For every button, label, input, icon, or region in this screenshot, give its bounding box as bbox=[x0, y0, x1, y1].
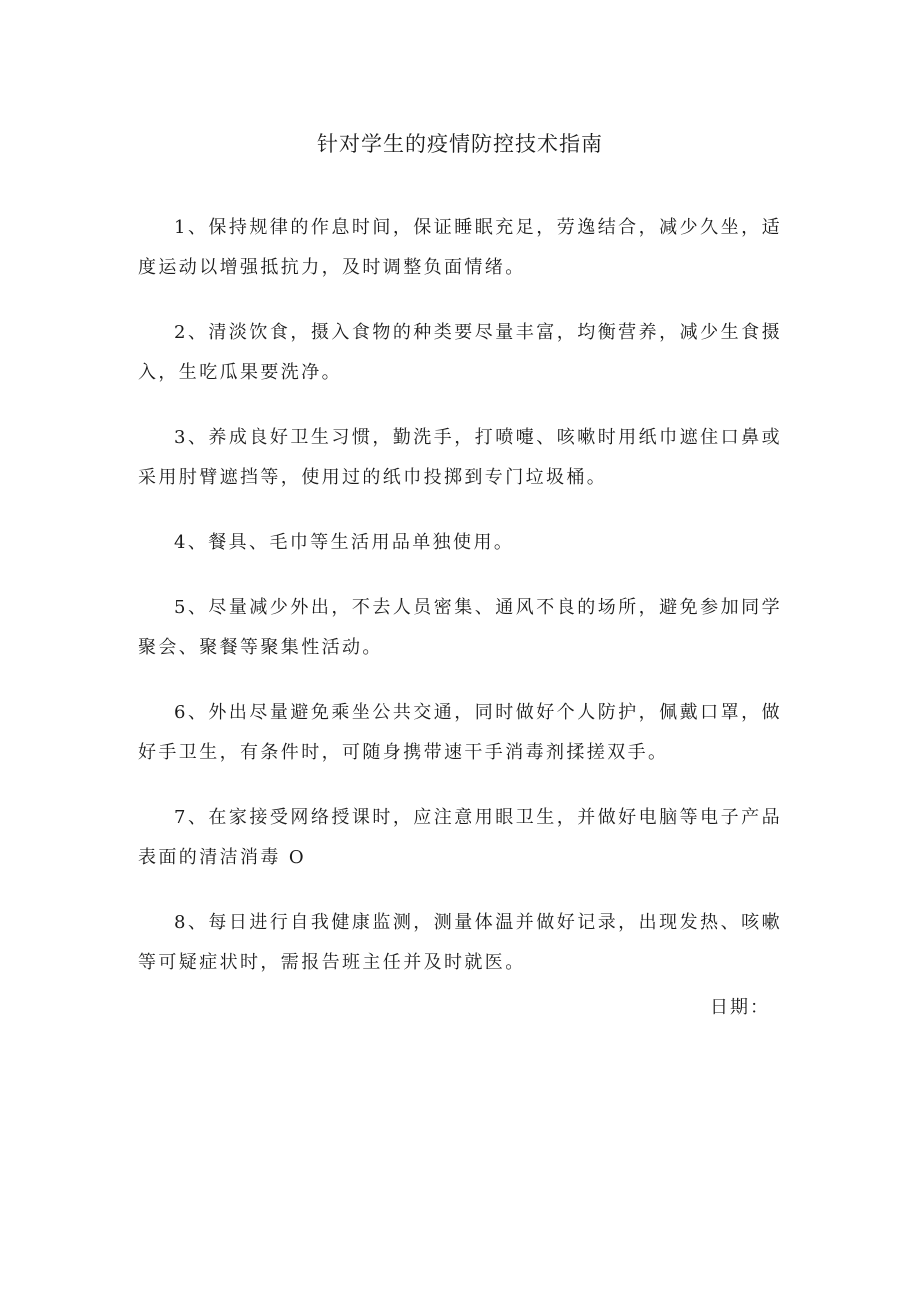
guideline-item-6: 6、外出尽量避免乘坐公共交通，同时做好个人防护，佩戴口罩，做好手卫生，有条件时，可随身携带速干手消毒剂揉搓双手。 bbox=[138, 702, 782, 763]
guideline-item-7: 7、在家接受网络授课时，应注意用眼卫生，并做好电脑等电子产品表面的清洁消毒 O bbox=[138, 807, 782, 868]
guideline-item-8: 8、每日进行自我健康监测，测量体温并做好记录，出现发热、咳嗽等可疑症状时，需报告班主任并及时就医。 bbox=[138, 912, 782, 973]
guideline-item-1: 1、保持规律的作息时间，保证睡眠充足，劳逸结合，减少久坐，适度运动以增强抵抗力，及时调整负面情绪。 bbox=[138, 217, 782, 278]
guideline-item-4: 4、餐具、毛巾等生活用品单独使用。 bbox=[174, 532, 515, 553]
guideline-item-5: 5、尽量减少外出，不去人员密集、通风不良的场所，避免参加同学聚会、聚餐等聚集性活动。 bbox=[138, 597, 782, 658]
guideline-item-2: 2、清淡饮食，摄入食物的种类要尽量丰富，均衡营养，减少生食摄入，生吃瓜果要洗净。 bbox=[138, 322, 782, 383]
document-title: 针对学生的疫情防控技术指南 bbox=[317, 132, 603, 156]
guideline-list bbox=[138, 208, 782, 983]
guideline-item-3: 3、养成良好卫生习惯，勤洗手，打喷嚏、咳嗽时用纸巾遮住口鼻或采用肘臂遮挡等，使用过的纸巾投掷到专门垃圾桶。 bbox=[138, 427, 782, 488]
date-label: 日期： bbox=[710, 997, 770, 1018]
